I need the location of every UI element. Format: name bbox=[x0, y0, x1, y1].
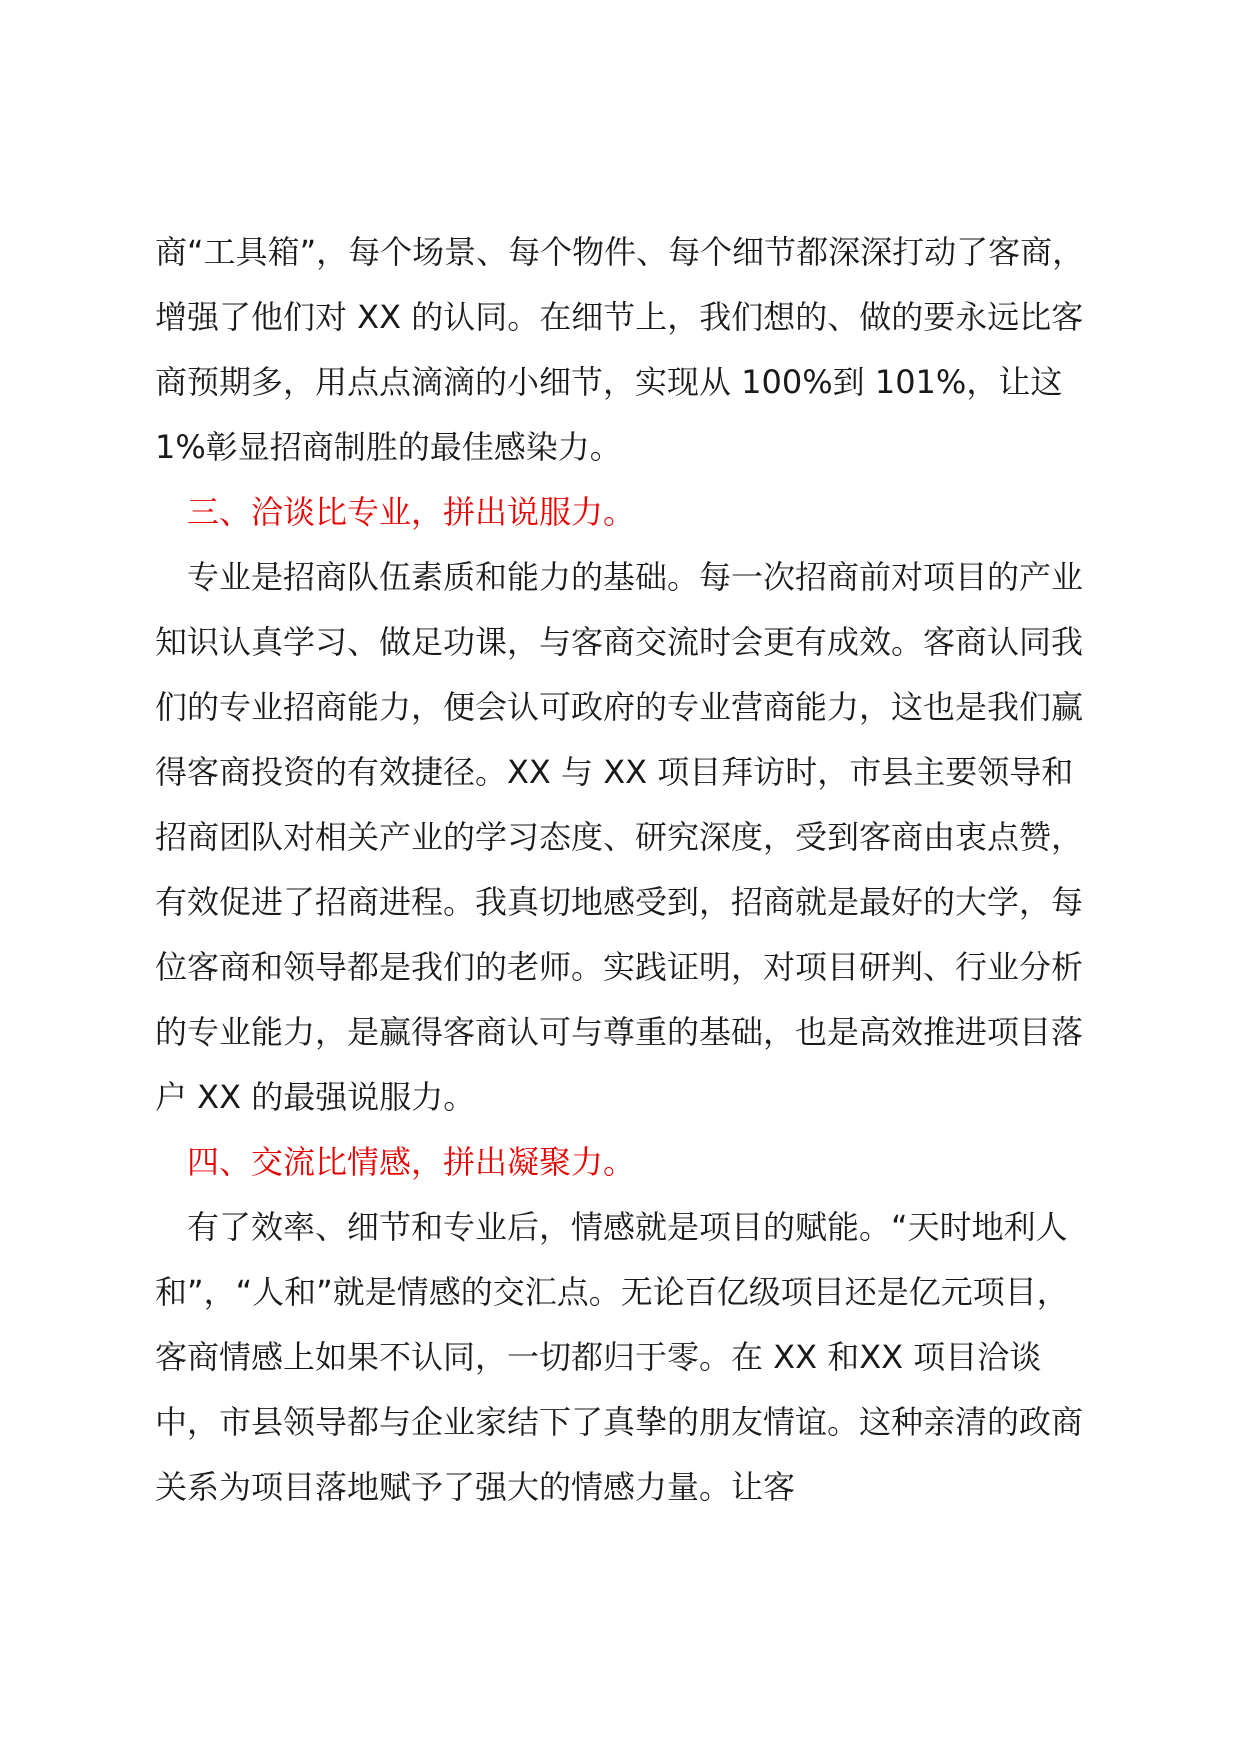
body-paragraph-continued: 商“工具箱”，每个场景、每个物件、每个细节都深深打动了客商，增强了他们对 XX 的认同。在细节上，我们想的、做的要永远比客商预期多，用点点滴滴的小细节，实现从 100%到 101%，让这 1%彰显招商制胜的最佳感染力。 bbox=[155, 233, 1085, 466]
document-page bbox=[155, 220, 1095, 1520]
body-paragraph-emotion: 有了效率、细节和专业后，情感就是项目的赋能。“天时地利人和”，“人和”就是情感的交汇点。无论百亿级项目还是亿元项目，客商情感上如果不认同，一切都归于零。在 XX 和XX 项目洽谈中，市县领导都与企业家结下了真挚的朋友情谊。这种亲清的政商关系为项目落地赋予了强大的情感力量。让客 bbox=[155, 1208, 1084, 1506]
section-heading-3: 三、洽谈比专业，拼出说服力。 bbox=[187, 493, 636, 531]
body-paragraph-professionalism: 专业是招商队伍素质和能力的基础。每一次招商前对项目的产业知识认真学习、做足功课，与客商交流时会更有成效。客商认同我们的专业招商能力，便会认可政府的专业营商能力，这也是我们赢得客商投资的有效捷径。XX 与 XX 项目拜访时，市县主要领导和招商团队对相关产业的学习态度、研究深度，受到客商由衷点赞，有效促进了招商进程。我真切地感受到，招商就是最好的大学，每位客商和领导都是我们的老师。实践证明，对项目研判、行业分析的专业能力，是赢得客商认可与尊重的基础，也是高效推进项目落户 XX 的最强说服力。 bbox=[155, 558, 1084, 1116]
section-heading-4: 四、交流比情感，拼出凝聚力。 bbox=[187, 1143, 636, 1181]
